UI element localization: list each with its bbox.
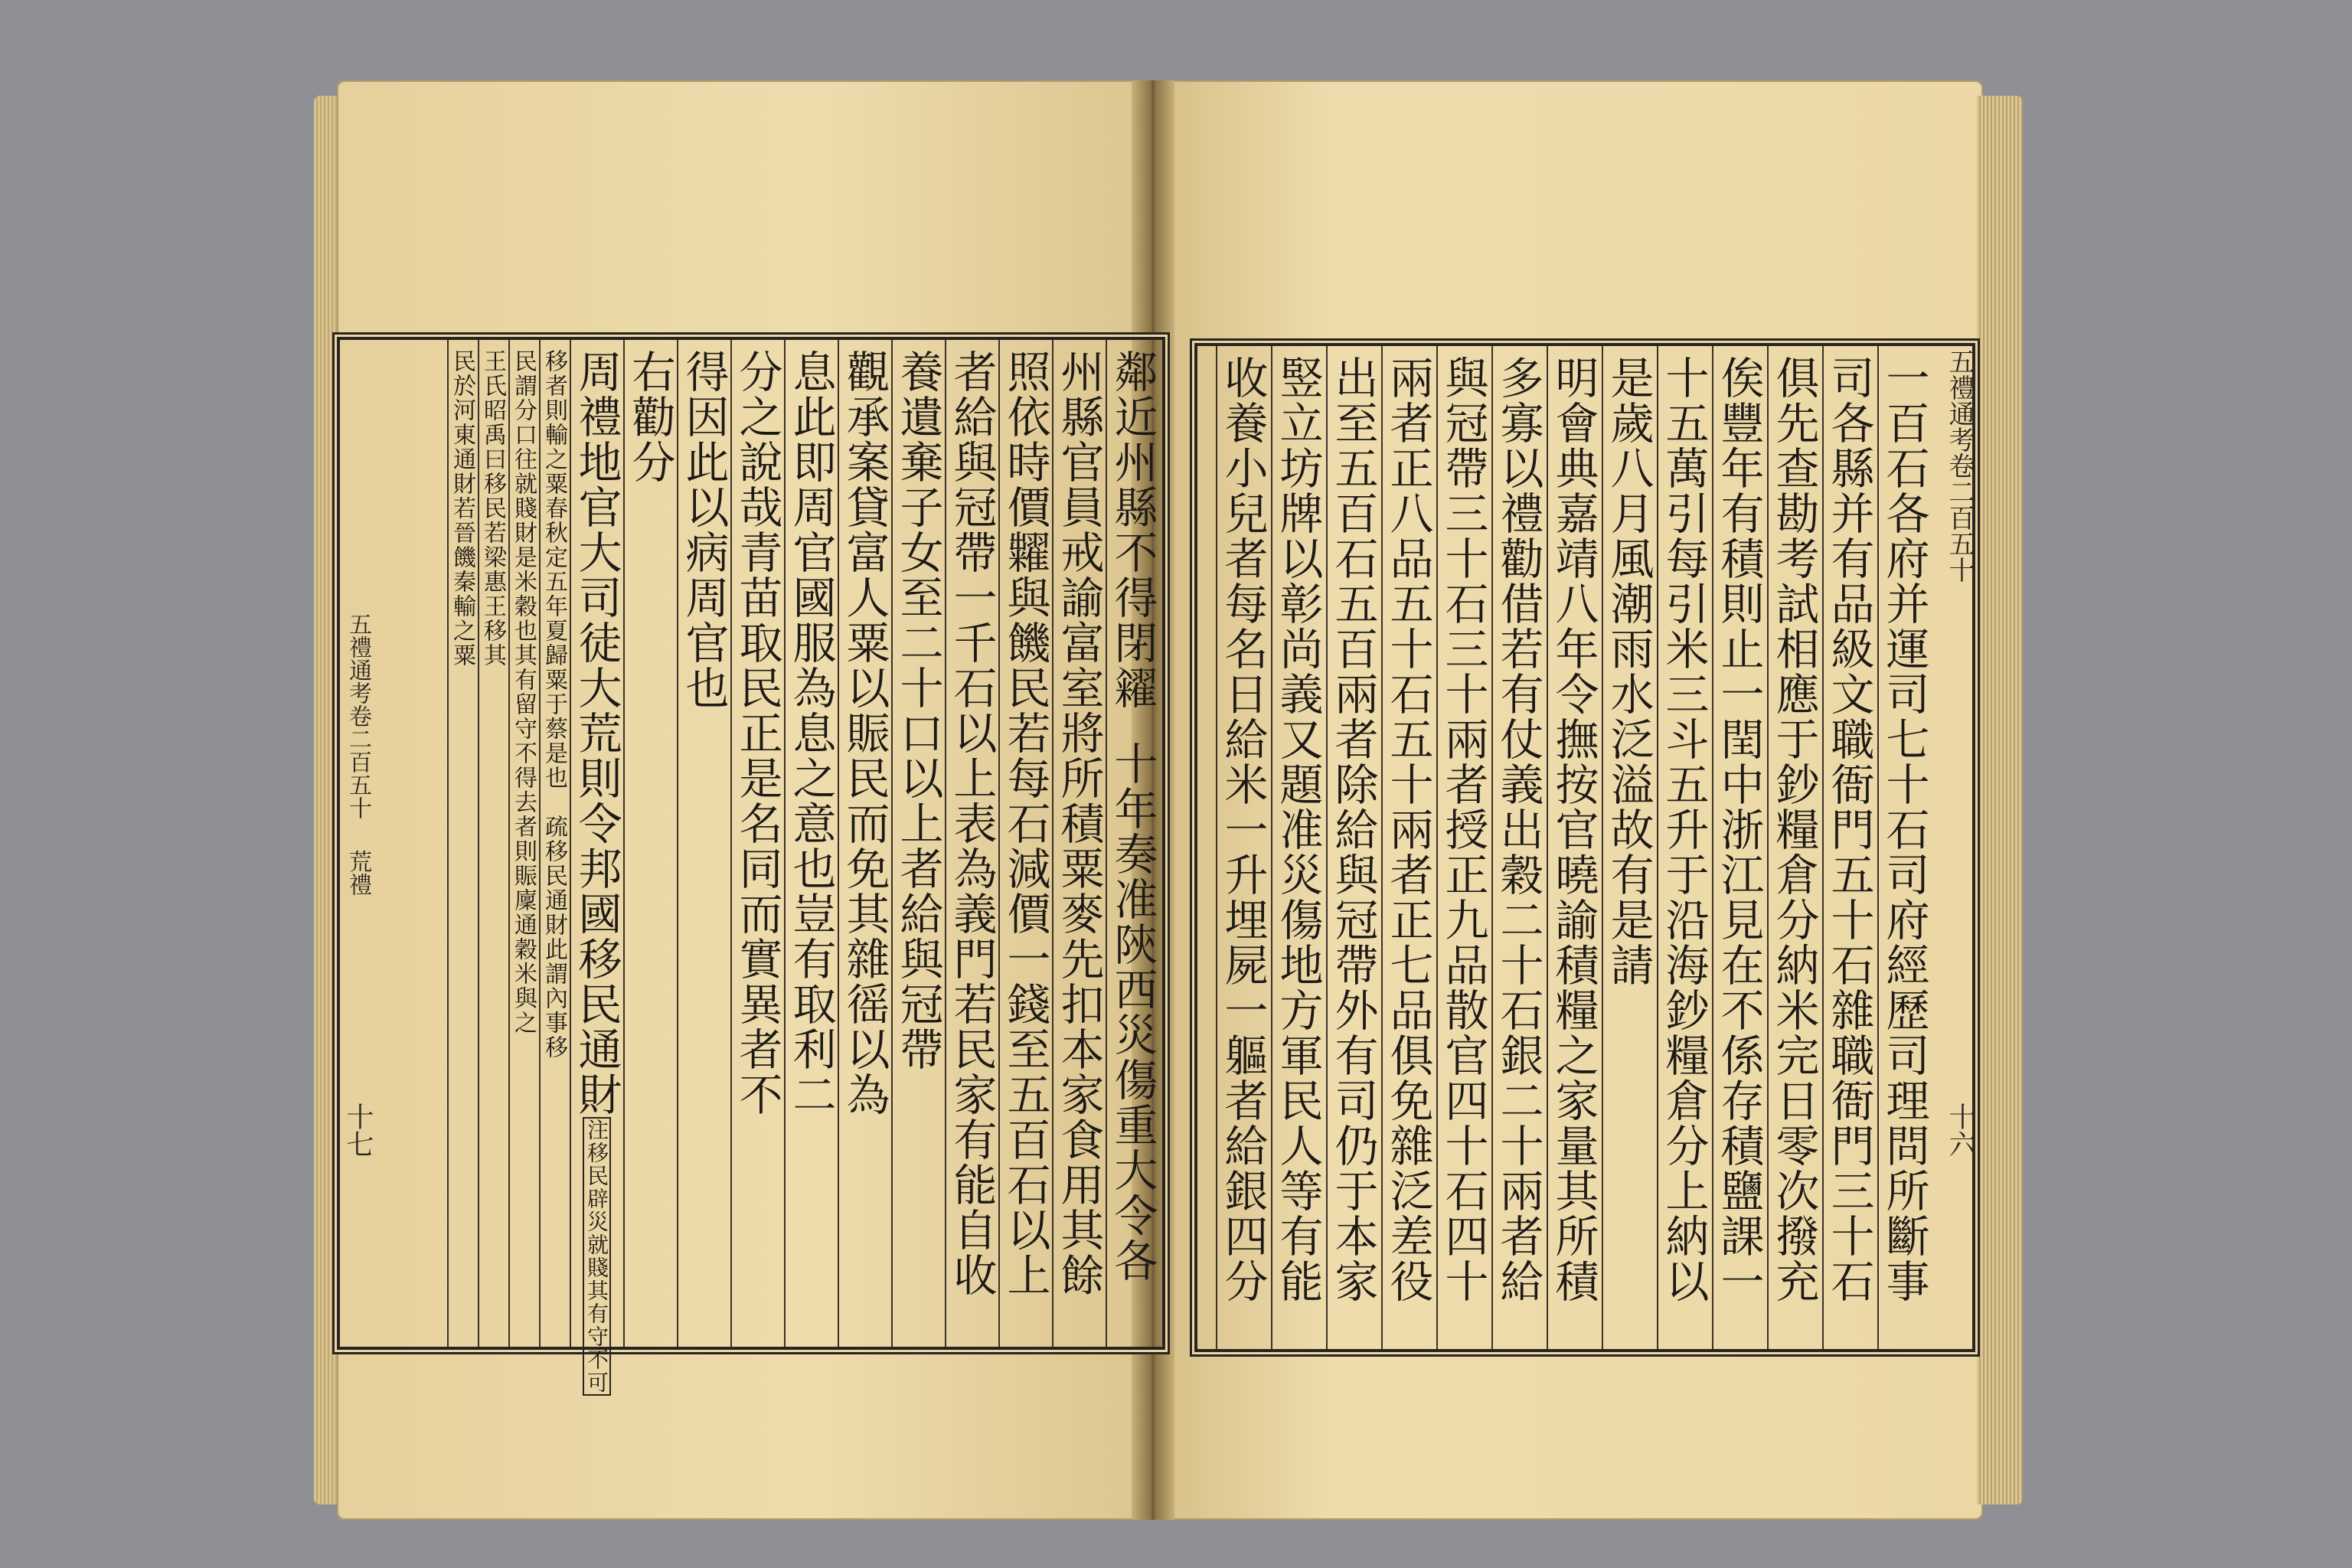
left-text-frame — [337, 337, 1165, 1394]
column-text: 鄰近州縣不得閉糴 — [1107, 349, 1158, 710]
text-column — [1107, 349, 1158, 1337]
column-rule — [1271, 346, 1272, 1349]
column-rule — [1547, 346, 1548, 1349]
left-banxin-section: 荒禮 — [345, 850, 371, 896]
text-column — [1713, 355, 1764, 1343]
column-text: 者給與冠帶一千石以上表為義門若民家有能自收 — [946, 349, 997, 1298]
column-text: 俟豐年有積則止一閏中浙江見在不係存積鹽課一 — [1713, 355, 1764, 1304]
column-rule — [1602, 346, 1603, 1349]
text-column — [571, 349, 622, 1394]
column-text: 十五萬引每引米三斗五升于沿海鈔糧倉分上納以 — [1658, 355, 1709, 1304]
column-text: 是歲八月風潮雨水泛溢故有是請 — [1603, 355, 1654, 988]
column-rule — [478, 340, 479, 1347]
column-rule — [570, 340, 571, 1347]
text-column — [481, 349, 504, 1337]
text-column — [732, 349, 782, 1337]
column-rule — [784, 340, 786, 1347]
column-text: 民謂分口往就賤財是米穀也其有留守不得去者則賑廩通穀米與之 — [510, 349, 537, 1035]
text-column — [1493, 355, 1544, 1343]
left-banxin-leaf: 十七 — [342, 1102, 374, 1158]
text-column — [1879, 355, 1929, 1343]
text-column — [1548, 355, 1599, 1343]
text-column — [1000, 349, 1050, 1337]
column-rule — [508, 340, 510, 1347]
column-rule — [1822, 346, 1824, 1349]
column-text: 觀承案貸富人粟以賑民而免其雜徭以為 — [839, 349, 890, 1117]
column-text: 出至五百石五百兩者除給與冠帶外有司仍于本家 — [1328, 355, 1378, 1304]
column-text: 一百石各府并運司七十石司府經歷司理問所斷事 — [1879, 355, 1929, 1304]
text-column — [1658, 355, 1709, 1343]
text-column — [1217, 355, 1268, 1343]
column-text: 司各縣并有品級文職衙門五十石雜職衙門三十石 — [1824, 355, 1874, 1304]
text-column — [1328, 355, 1378, 1343]
column-text: 竪立坊牌以彰尚義又題准災傷地方軍民人等有能 — [1272, 355, 1323, 1304]
right-text-frame — [1194, 343, 1975, 1352]
text-column — [1383, 355, 1433, 1343]
text-column — [946, 349, 997, 1337]
column-tail-text: 十年奏准陝西災傷重大令各 — [1107, 741, 1158, 1283]
column-text: 右勸分 — [625, 349, 675, 485]
page-stack-right — [1977, 96, 2023, 1504]
left-banxin — [337, 337, 383, 1344]
column-rule — [1436, 346, 1438, 1349]
column-rule — [1712, 346, 1713, 1349]
column-text: 得因此以病周官也 — [678, 349, 729, 710]
text-column — [678, 349, 729, 1337]
column-rule — [1877, 346, 1879, 1349]
text-column — [1054, 349, 1104, 1337]
column-rule — [447, 340, 449, 1347]
text-column — [839, 349, 890, 1337]
column-rule — [1326, 346, 1328, 1349]
column-rule — [539, 340, 541, 1347]
column-rule — [677, 340, 678, 1347]
column-text: 養遺棄子女至二十口以上者給與冠帶 — [893, 349, 943, 1072]
column-rule — [945, 340, 946, 1347]
text-column — [1603, 355, 1654, 1343]
column-text: 王氏昭禹曰移民若梁惠王移其 — [479, 349, 506, 668]
text-column — [786, 349, 836, 1337]
text-column — [625, 349, 675, 1337]
text-column — [542, 349, 565, 1337]
text-column — [1769, 355, 1819, 1343]
text-column — [1438, 355, 1488, 1343]
column-text: 收養小兒者每名日給米一升埋屍一軀者給銀四分 — [1217, 355, 1268, 1304]
column-rule — [1052, 340, 1054, 1347]
text-column — [1272, 355, 1323, 1343]
column-text: 分之說哉青苗取民正是名同而實異者不 — [732, 349, 782, 1117]
column-text: 兩者正八品五十石五十兩者正七品俱免雜泛差役 — [1383, 355, 1433, 1304]
column-text: 俱先查勘考試相應于鈔糧倉分納米完日零次撥充 — [1769, 355, 1819, 1304]
text-column — [893, 349, 943, 1337]
column-text: 息此即周官國服為息之意也豈有取利二 — [786, 349, 836, 1117]
column-text: 州縣官員戒諭富室將所積粟麥先扣本家食用其餘 — [1054, 349, 1104, 1298]
column-rule — [838, 340, 839, 1347]
column-rule — [998, 340, 1000, 1347]
column-rule — [1216, 346, 1217, 1349]
right-banxin-title: 五禮通考卷二百五十 — [1944, 348, 1975, 583]
column-rule — [1106, 340, 1107, 1347]
column-text: 照依時價糶與饑民若每石減價一錢至五百石以上 — [1000, 349, 1050, 1298]
text-column — [450, 349, 473, 1337]
column-rule — [891, 340, 893, 1347]
column-rule — [1381, 346, 1383, 1349]
column-text: 移者則輸之粟春秋定五年夏歸粟于蔡是也 疏移民通財此謂內事移 — [541, 349, 567, 1060]
column-text: 多寡以禮勸借若有仗義出穀二十石銀二十兩者給 — [1493, 355, 1544, 1304]
left-banxin-title: 五禮通考卷二百五十 — [345, 612, 371, 819]
column-text: 周禮地官大司徒大荒則令邦國移民通財 — [571, 349, 622, 1117]
column-text: 明會典嘉靖八年令撫按官曉諭積糧之家量其所積 — [1548, 355, 1599, 1304]
column-rule — [623, 340, 625, 1347]
column-rule — [730, 340, 732, 1347]
column-rule — [1657, 346, 1658, 1349]
column-rule — [1491, 346, 1493, 1349]
text-column — [1824, 355, 1874, 1343]
column-text: 與冠帶三十石三十兩者授正九品散官四十石四十 — [1438, 355, 1488, 1304]
column-text: 民於河東通財若晉饑秦輸之粟 — [449, 349, 475, 668]
column-annotation: 注移民辟災就賤其有守不可 — [584, 1119, 609, 1394]
text-column — [510, 349, 537, 1337]
column-rule — [1767, 346, 1769, 1349]
right-banxin-leaf: 十六 — [1945, 1102, 1976, 1158]
